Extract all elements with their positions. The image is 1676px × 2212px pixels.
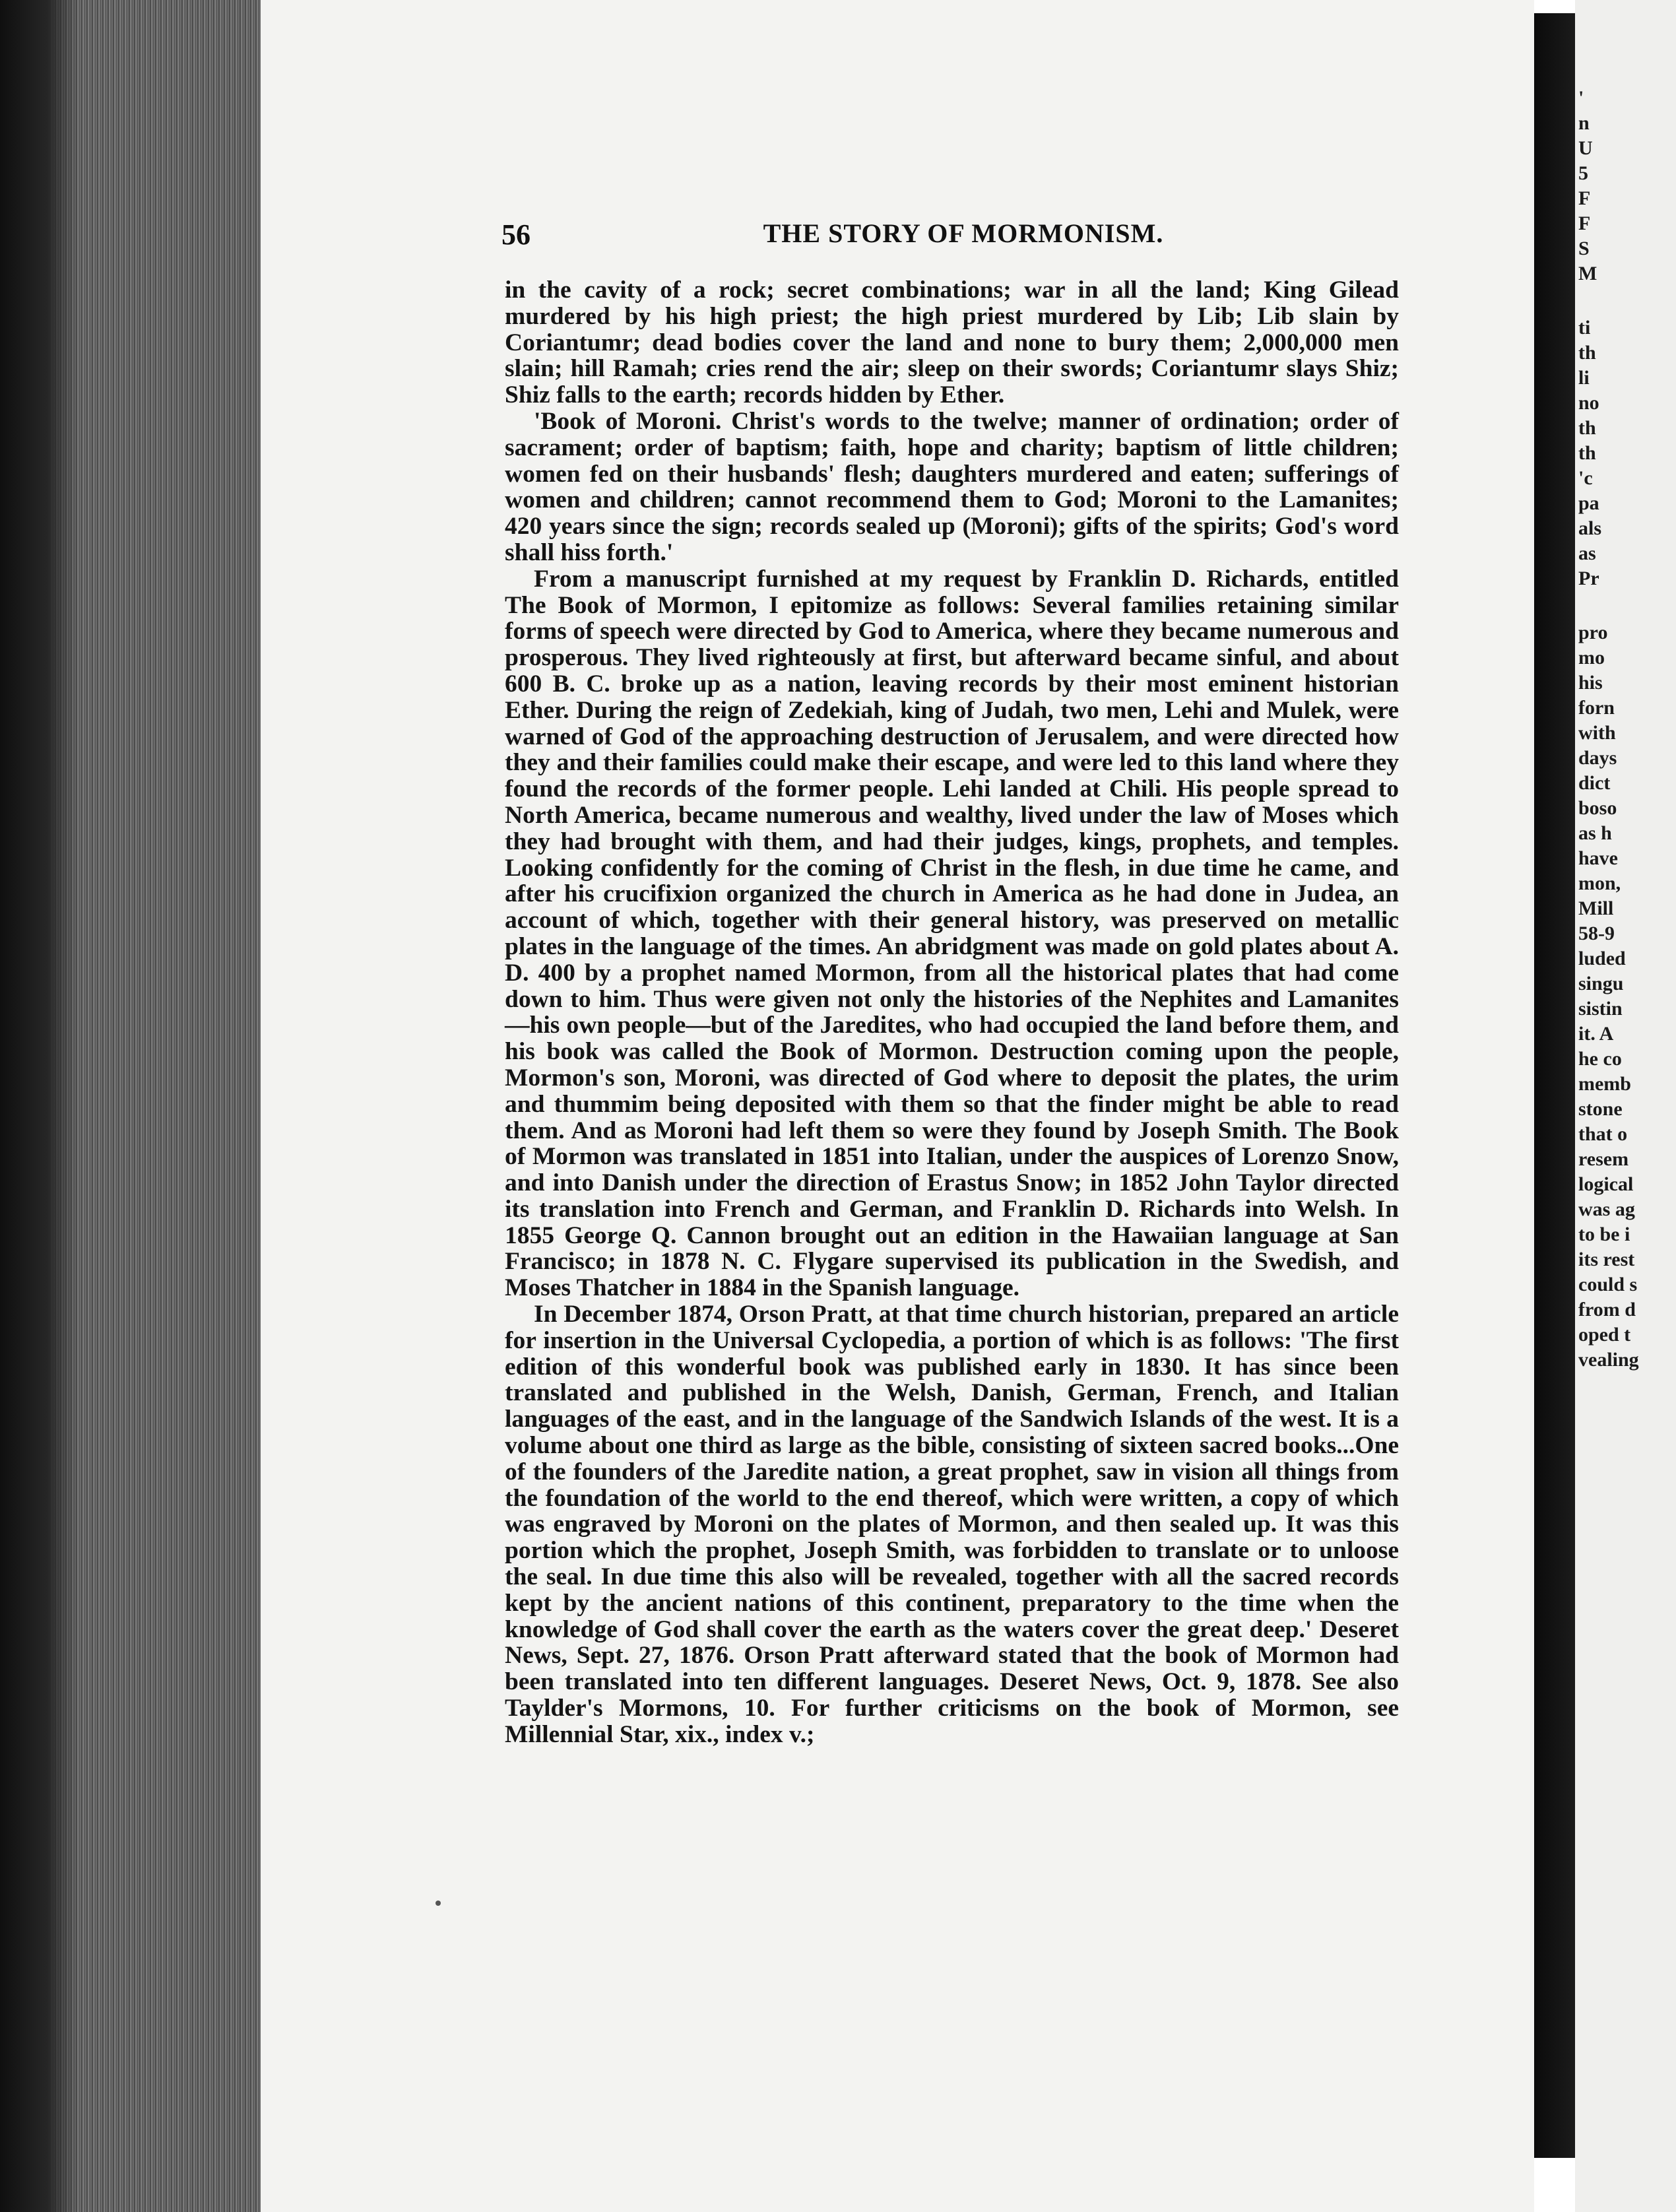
right-page-fragment: from d <box>1578 1299 1636 1320</box>
right-page-fragment: to be i <box>1578 1223 1630 1245</box>
page-number: 56 <box>501 218 531 251</box>
right-page-fragment: boso <box>1578 797 1617 819</box>
right-page-fragment: S <box>1578 238 1590 259</box>
right-page-fragment: F <box>1578 187 1591 209</box>
right-page-fragment: his <box>1578 672 1603 694</box>
right-page-fragment: forn <box>1578 697 1615 719</box>
right-page-fragment: with <box>1578 722 1616 744</box>
right-page-fragment: he co <box>1578 1048 1622 1070</box>
right-page-fragment: F <box>1578 212 1591 234</box>
right-page-fragment: pa <box>1578 492 1599 514</box>
right-page-fragment: Mill <box>1578 897 1614 919</box>
right-page-fragment: li <box>1578 367 1590 389</box>
paragraph: From a manuscript furnished at my request by Franklin D. Richards, entitled The Book of Mormon, I epitomize as follows: Several families retaining similar forms of speech were directed by God to America, where they became numerous and prosperous. They lived righteously at first, but afterward became sinful, and about 600 B. C. broke up as a nation, leaving records by their most eminent historian Ether. During the reign of Zedekiah, king of Judah, two men, Lehi and Mulek, were warned of God of the approaching destruction of Jerusalem, and were directed how they and their families could make their escape, and were led to this land where they found the records of the former people. Lehi landed at Chili. His people spread to North America, became numerous and wealthy, lived under the law of Moses which they had brought with them, and had their judges, kings, prophets, and temples. Looking confidently for the coming of Christ in the flesh, in due time he came, and after his crucifixion organized the church in America as he had done in Judea, an account of which, together with their general history, was preserved on metallic plates in the language of the times. An abridgment was made on gold plates about A. D. 400 by a prophet named Mormon, from all the historical plates that had come down to him. Thus were given not only the histories of the Nephites and Lamanites—his own people—but of the Jaredites, who had occupied the land before them, and his book was called the Book of Mormon. Destruction coming upon the people, Mormon's son, Moroni, was directed of God where to deposit the plates, the urim and thummim being deposited with them so that the finder might be able to read them. And as Moroni had left them so were they found by Joseph Smith. The Book of Mormon was translated in 1851 into Italian, under the auspices of Lorenzo Snow, and into Danish under the direction of Erastus Snow; in 1852 John Taylor directed its translation into French and German, and Franklin D. Richards into Welsh. In 1855 George Q. Cannon brought out an edition in the Hawaiian language at San Francisco; in 1878 N. C. Flygare supervised its publication in the Swedish, and Moses Thatcher in 1884 in the Spanish language. <box>505 565 1399 1302</box>
right-page-fragment: n <box>1578 112 1590 134</box>
body-text <box>505 277 1399 1748</box>
right-page-fragment: mon, <box>1578 872 1621 894</box>
right-page-fragment: th <box>1578 417 1596 439</box>
right-page-fragment: singu <box>1578 973 1624 994</box>
right-page-fragment: it. A <box>1578 1023 1614 1045</box>
right-page-fragment: oped t <box>1578 1324 1631 1346</box>
right-page-fragment: as h <box>1578 822 1612 844</box>
right-page-fragment: ' <box>1578 87 1584 109</box>
right-page-fragment: 58-9 <box>1578 923 1615 944</box>
right-page-fragment: pro <box>1578 622 1608 643</box>
right-page-fragment: luded <box>1578 948 1626 969</box>
right-page-fragment: could s <box>1578 1274 1638 1295</box>
right-page-fragment: vealing <box>1578 1349 1639 1371</box>
right-page-fragment: th <box>1578 342 1596 364</box>
running-title: THE STORY OF MORMONISM. <box>763 218 1164 248</box>
right-page-fragment: als <box>1578 517 1602 539</box>
right-page-fragment: mo <box>1578 647 1605 668</box>
right-page-fragment: sistin <box>1578 998 1623 1020</box>
right-page-fragment: days <box>1578 747 1617 769</box>
right-page-fragment: th <box>1578 442 1596 464</box>
right-page-fragment: 5 <box>1578 162 1588 184</box>
page-header <box>501 218 1425 257</box>
right-page-fragment: dict <box>1578 772 1611 794</box>
right-page-fragment: its rest <box>1578 1249 1635 1270</box>
right-page-fragment: that o <box>1578 1123 1628 1145</box>
right-page-fragment: U <box>1578 137 1593 159</box>
book-gutter <box>1534 13 1575 2158</box>
ink-speck <box>435 1901 441 1906</box>
right-page-fragment: M <box>1578 263 1597 284</box>
right-page-fragment: stone <box>1578 1098 1623 1120</box>
paragraph: in the cavity of a rock; secret combinations; war in all the land; King Gilead murdered by his high priest; the high priest murdered by Lib; Lib slain by Coriantumr; dead bodies cover the land and none to bury them; 2,000,000 men slain; hill Ramah; cries rend the air; sleep on their swords; Coriantumr slays Shiz; Shiz falls to the earth; records hidden by Ether. <box>505 276 1399 409</box>
paragraph: In December 1874, Orson Pratt, at that time church historian, prepared an article for insertion in the Universal Cyclopedia, a portion of which is as follows: 'The first edition of this wonderful book was published early in 1830. It has since been translated and published in the Welsh, Danish, German, French, and Italian languages of the east, and in the language of the Sandwich Islands of the west. It is a volume about one third as large as the bible, consisting of sixteen sacred books...One of the founders of the Jaredite nation, a great prophet, saw in vision all things from the foundation of the world to the end thereof, which were written, a copy of which was engraved by Moroni on the plates of Mormon, and then sealed up. It was this portion which the prophet, Joseph Smith, was forbidden to translate or to unloose the seal. In due time this also will be revealed, together with all the sacred records kept by the ancient nations of this continent, preparatory to the time when the knowledge of God shall cover the earth as the waters cover the great deep.' Deseret News, Sept. 27, 1876. Orson Pratt afterward stated that the book of Mormon had been translated into ten different languages. Deseret News, Oct. 9, 1878. See also Taylder's Mormons, 10. For further criticisms on the book of Mormon, see Millennial Star, xix., index v.; <box>505 1301 1399 1748</box>
right-page-fragment <box>1578 286 1676 315</box>
paragraph: 'Book of Moroni. Christ's words to the twelve; manner of ordination; order of sacrament; order of baptism; faith, hope and charity; baptism of little children; women fed on their husbands' flesh; daughters murdered and eaten; sufferings of women and children; cannot recommend them to God; Moroni to the Lamanites; 420 years since the sign; records sealed up (Moroni); gifts of the spirits; God's word shall hiss forth.' <box>505 407 1399 566</box>
right-page-fragment: logical <box>1578 1173 1634 1195</box>
right-page-fragment: was ag <box>1578 1198 1635 1220</box>
right-page-fragment: no <box>1578 392 1599 414</box>
right-page-fragment: as <box>1578 542 1596 564</box>
book-page-edges <box>0 0 261 2212</box>
right-page-fragment: have <box>1578 847 1618 869</box>
right-page-fragment: memb <box>1578 1073 1631 1095</box>
right-page-fragment: ti <box>1578 317 1591 339</box>
right-page-fragment <box>1578 591 1676 620</box>
right-page-fragment: 'c <box>1578 467 1593 489</box>
right-page-text-fragments <box>1578 86 1676 1373</box>
right-page-fragment: resem <box>1578 1148 1629 1170</box>
right-page-fragment: Pr <box>1578 568 1599 589</box>
